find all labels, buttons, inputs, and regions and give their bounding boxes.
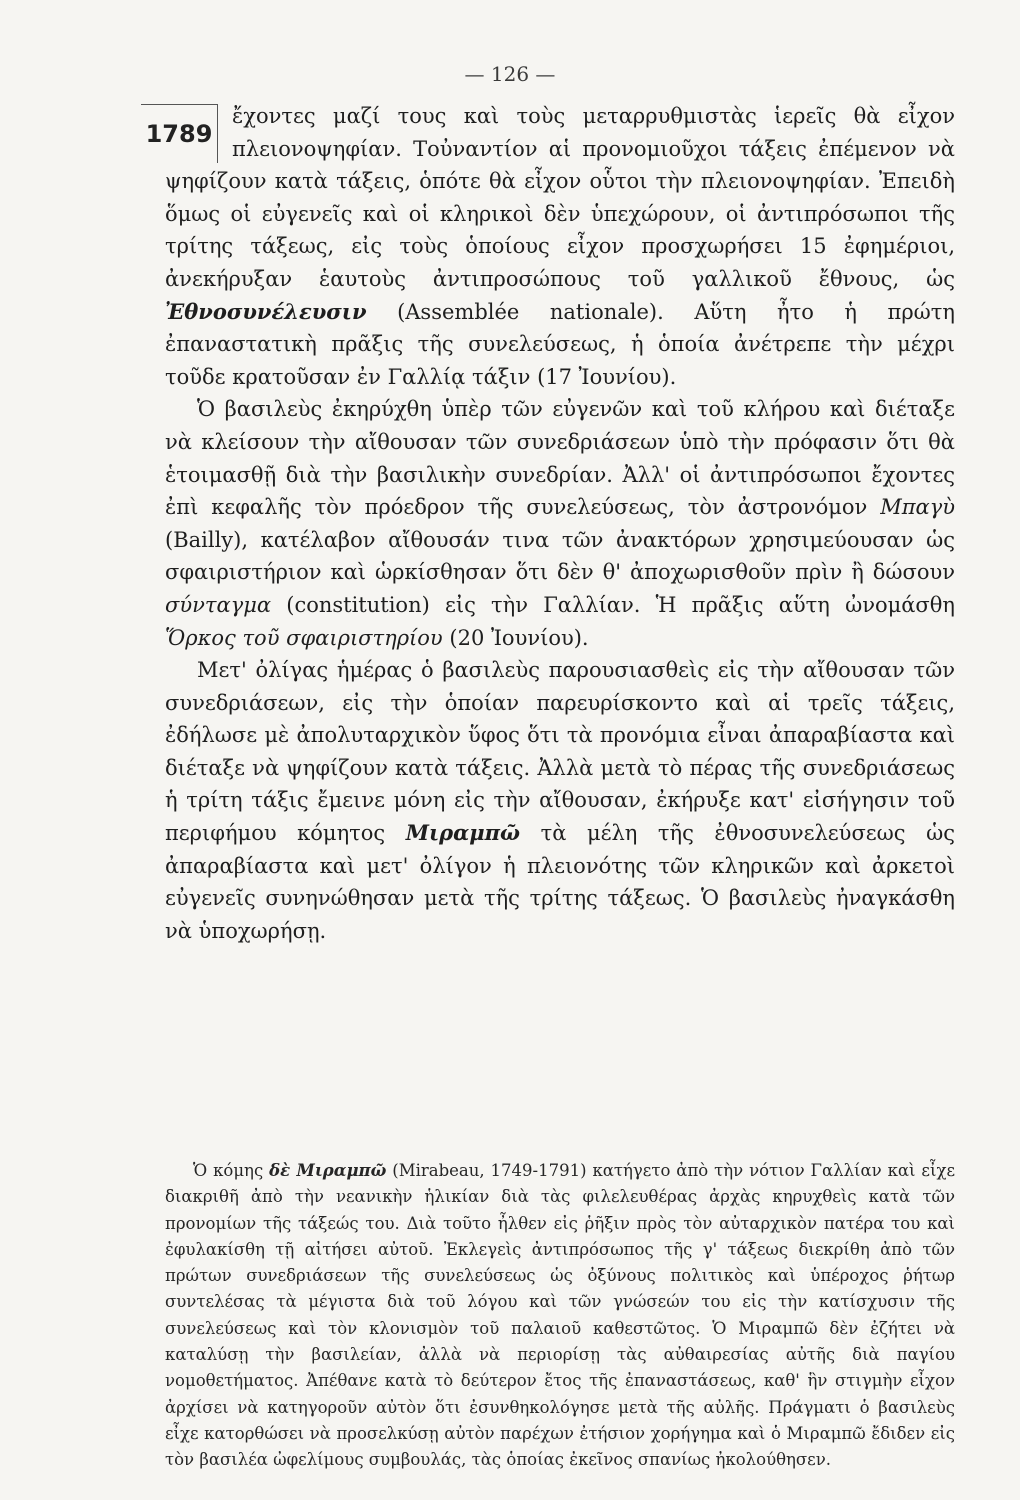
term-ethnosyneleusis: Ἐθνοσυνέλευσιν <box>165 298 367 324</box>
footnote-text-a: Ὁ κόμης <box>193 1161 264 1180</box>
paragraph-3 <box>165 654 955 947</box>
name-mirabeau: Μιραμπῶ <box>405 820 521 846</box>
paragraph-2 <box>165 393 955 654</box>
footnote-paragraph <box>165 1158 955 1474</box>
paragraph-1-text-b: (Assemblée nationale). Αὕτη ἦτο ἡ πρώτη ἐπαναστατικὴ πρᾶξις τῆς συνελεύσεως, ἡ ὁποία ἀνέτρεπε τὴν μέχρι τοῦδε κρατοῦσαν ἐν Γαλλίᾳ τάξιν (17 Ἰουνίου). <box>165 299 955 389</box>
main-text <box>145 100 955 947</box>
paragraph-2-text-a: Ὁ βασιλεὺς ἐκηρύχθη ὑπὲρ τῶν εὐγενῶν καὶ τοῦ κλήρου καὶ διέταξε νὰ κλείσουν τὴν αἴθουσαν τῶν συνεδριάσεων ὑπὸ τὴν πρόφασιν ὅτι θὰ ἑτοιμασθῇ διὰ τὴν βασιλικὴν συνεδρίαν. Ἀλλ' οἱ ἀντιπρόσωποι ἔχοντες ἐπὶ κεφαλῆς τὸν πρόεδρον τῆς συνελεύσεως, τὸν ἀστρονόμον <box>165 397 955 520</box>
paragraph-3-text-b: τὰ μέλη τῆς ἐθνοσυνελεύσεως ὡς ἀπαραβίαστα καὶ μετ' ὀλίγον ἡ πλειονότης τῶν κληρικῶν καὶ ἀρκετοὶ εὐγενεῖς συνηνώθησαν μετὰ τῆς τρίτης τάξεως. Ὁ βασιλεὺς ἠναγκάσθη νὰ ὑποχωρήσῃ. <box>165 821 955 943</box>
paragraph-2-text-c: (constitution) εἰς τὴν Γαλλίαν. Ἡ πρᾶξις αὕτη ὠνομάσθη <box>286 592 955 617</box>
term-syntagma: σύνταγμα <box>165 592 272 617</box>
footnote-name-mirabeau: δὲ Μιραμπῶ <box>269 1161 387 1180</box>
paragraph-2-text-d: (20 Ἰουνίου). <box>449 625 589 650</box>
paragraph-3-text-a: Μετ' ὀλίγας ἡμέρας ὁ βασιλεὺς παρουσιασθεὶς εἰς τὴν αἴθουσαν τῶν συνεδριάσεων, εἰς τὴν ὁποίαν παρευρίσκοντο καὶ αἱ τρεῖς τάξεις, ἐδήλωσε μὲ ἀπολυταρχικὸν ὕφος ὅτι τὰ προνόμια εἶναι ἀπαραβίαστα καὶ διέταξε νὰ ψηφίζουν κατὰ τάξεις. Ἀλλὰ μετὰ τὸ πέρας τῆς συνεδριάσεως ἡ τρίτη τάξις ἔμεινε μόνη εἰς τὴν αἴθουσαν, ἐκήρυξε κατ' εἰσήγησιν τοῦ περιφήμου κόμητος <box>165 658 955 846</box>
page-number: — 126 — <box>464 62 556 86</box>
paragraph-2-text-b: (Bailly), κατέλαβον αἴθουσάν τινα τῶν ἀνακτόρων χρησιμεύουσαν ὡς σφαιριστήριον καὶ ὡρκίσθησαν ὅτι δὲν θ' ἀποχωρισθοῦν πρὶν ἢ δώσουν <box>165 527 955 585</box>
paragraph-1 <box>145 100 955 393</box>
margin-year-label: 1789 <box>141 104 218 163</box>
paragraph-1-text-a: ἔχοντες μαζί τους καὶ τοὺς μεταρρυθμιστὰς ἱερεῖς θὰ εἶχον πλειονοψηφίαν. Τοὐναντίον αἱ προνομιοῦχοι τάξεις ἐπέμενον νὰ ψηφίζουν κατὰ τάξεις, ὁπότε θὰ εἶχον οὗτοι τὴν πλειονοψηφίαν. Ἐπειδὴ ὅμως οἱ εὐγενεῖς καὶ οἱ κληρικοὶ δὲν ὑπεχώρουν, οἱ ἀντιπρόσωποι τῆς τρίτης τάξεως, εἰς τοὺς ὁποίους εἶχον προσχωρήσει 15 ἐφημέριοι, ἀνεκήρυξαν ἑαυτοὺς ἀντιπροσώπους τοῦ γαλλικοῦ ἔθνους, ὡς <box>165 104 955 291</box>
term-tennis-court-oath: Ὅρκος τοῦ σφαιριστηρίου <box>165 625 443 650</box>
footnote-text-b: (Mirabeau, 1749-1791) κατήγετο ἀπὸ τὴν νότιον Γαλλίαν καὶ εἶχε διακριθῆ ἀπὸ τὴν νεανικὴν ἡλικίαν διὰ τὰς φιλελευθέρας ἀρχὰς κηρυχθεὶς κατὰ τῶν προνομίων τῆς τάξεώς του. Διὰ τοῦτο ἦλθεν εἰς ῥῆξιν πρὸς τὸν αὐταρχικὸν πατέρα του καὶ ἐφυλακίσθη τῇ αἰτήσει αὐτοῦ. Ἐκλεγεὶς ἀντιπρόσωπος τῆς γ' τάξεως διεκρίθη ἀπὸ τῶν πρώτων συνεδριάσεων τῆς συνελεύσεως ὡς ὀξύνους πολιτικὸς καὶ ὑπέροχος ῥήτωρ συντελέσας τὰ μέγιστα διὰ τοῦ λόγου καὶ τῶν γνώσεών του εἰς τὴν κατίσχυσιν τῆς συνελεύσεως καὶ τὸν κλονισμὸν τοῦ παλαιοῦ καθεστῶτος. Ὁ Μιραμπῶ δὲν ἐζήτει νὰ καταλύσῃ τὴν βασιλείαν, ἀλλὰ νὰ περιορίσῃ τὰς αὐθαιρεσίας αὐτῆς διὰ παγίου νομοθετήματος. Ἀπέθανε κατὰ τὸ δεύτερον ἔτος τῆς ἐπαναστάσεως, καθ' ἣν στιγμὴν εἶχον ἀρχίσει νὰ κατηγοροῦν αὐτὸν ὅτι ἐσυνθηκολόγησε μετὰ τῆς αὐλῆς. Πράγματι ὁ βασιλεὺς εἶχε κατορθώσει νὰ προσελκύσῃ αὐτὸν παρέχων ἐτήσιον χορήγημα καὶ ὁ Μιραμπῶ ἔδιδεν εἰς τὸν βασιλέα ὠφελίμους συμβουλάς, τὰς ὁποίας ἐκεῖνος σπανίως ἠκολούθησεν. <box>165 1161 955 1470</box>
name-bailly: Μπαγὺ <box>880 495 955 520</box>
footnote <box>165 1158 955 1474</box>
